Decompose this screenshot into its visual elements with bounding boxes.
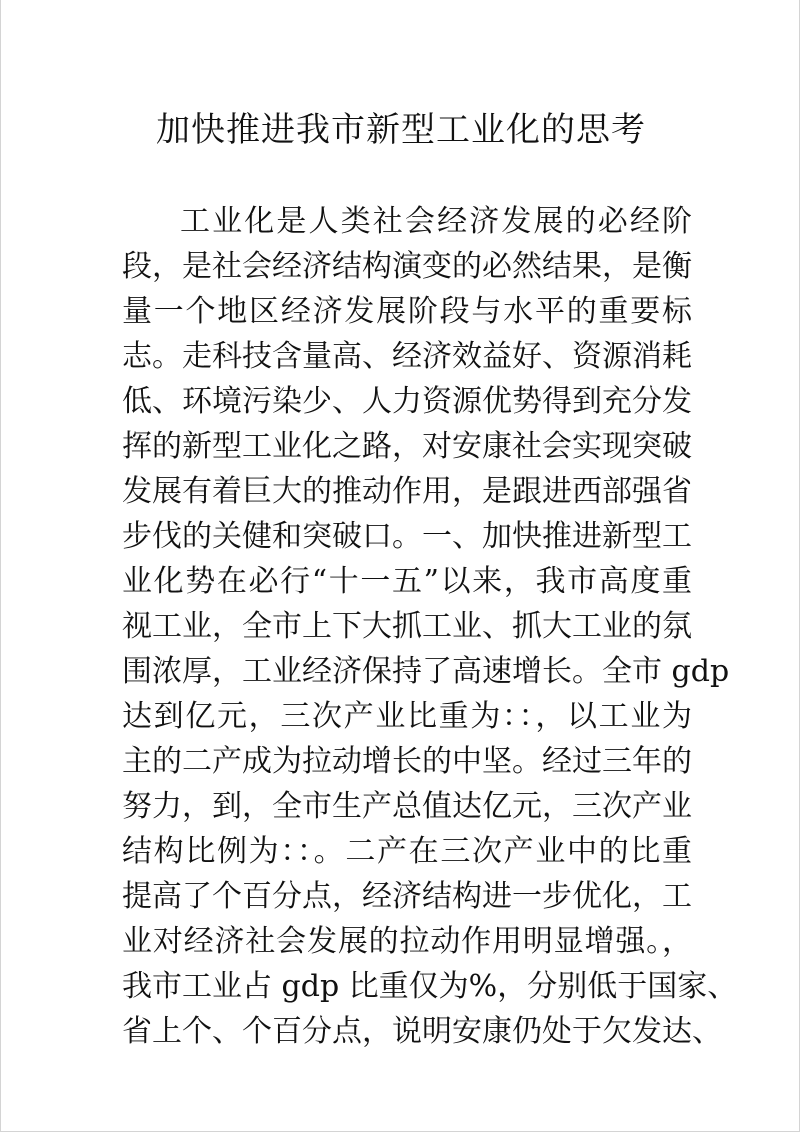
paragraph-line: 省上个、个百分点，说明安康仍处于欠发达、 [122,1014,722,1049]
paragraph-line: 段，是社会经济结构演变的必然结果，是衡 [122,249,692,284]
paragraph-line: 低、环境污染少、人力资源优势得到充分发 [122,384,692,419]
paragraph-line: 业化势在必行“十一五”以来，我市高度重 [122,564,692,599]
paragraph-line: 志。走科技含量高、经济效益好、资源消耗 [122,339,692,374]
paragraph-line: 结构比例为：：。二产在三次产业中的比重 [122,834,692,869]
paragraph-line: 工业化是人类社会经济发展的必经阶 [180,204,692,239]
paragraph-line: 提高了个百分点，经济结构进一步优化，工 [122,879,692,914]
paragraph-line: 挥的新型工业化之路，对安康社会实现突破 [122,429,692,464]
paragraph-line: 努力，到，全市生产总值达亿元，三次产业 [122,789,692,824]
paragraph-line: 达到亿元，三次产业比重为：：，以工业为 [122,699,692,734]
paragraph-line: 发展有着巨大的推动作用，是跟进西部强省 [122,474,692,509]
paragraph-line: 视工业，全市上下大抓工业、抓大工业的氛 [122,609,692,644]
paragraph-line: 围浓厚，工业经济保持了高速增长。全市 gdp [122,654,730,689]
paragraph-line: 业对经济社会发展的拉动作用明显增强。， [122,924,692,959]
paragraph-line: 我市工业占 gdp 比重仅为%，分别低于国家、 [122,969,738,1004]
document-title: 加快推进我市新型工业化的思考 [156,110,646,150]
document-body [122,199,738,1054]
paragraph-line: 量一个地区经济发展阶段与水平的重要标 [122,294,692,329]
paragraph-line: 步伐的关健和突破口。一、加快推进新型工 [122,519,692,554]
paragraph-line: 主的二产成为拉动增长的中坚。经过三年的 [122,744,692,779]
